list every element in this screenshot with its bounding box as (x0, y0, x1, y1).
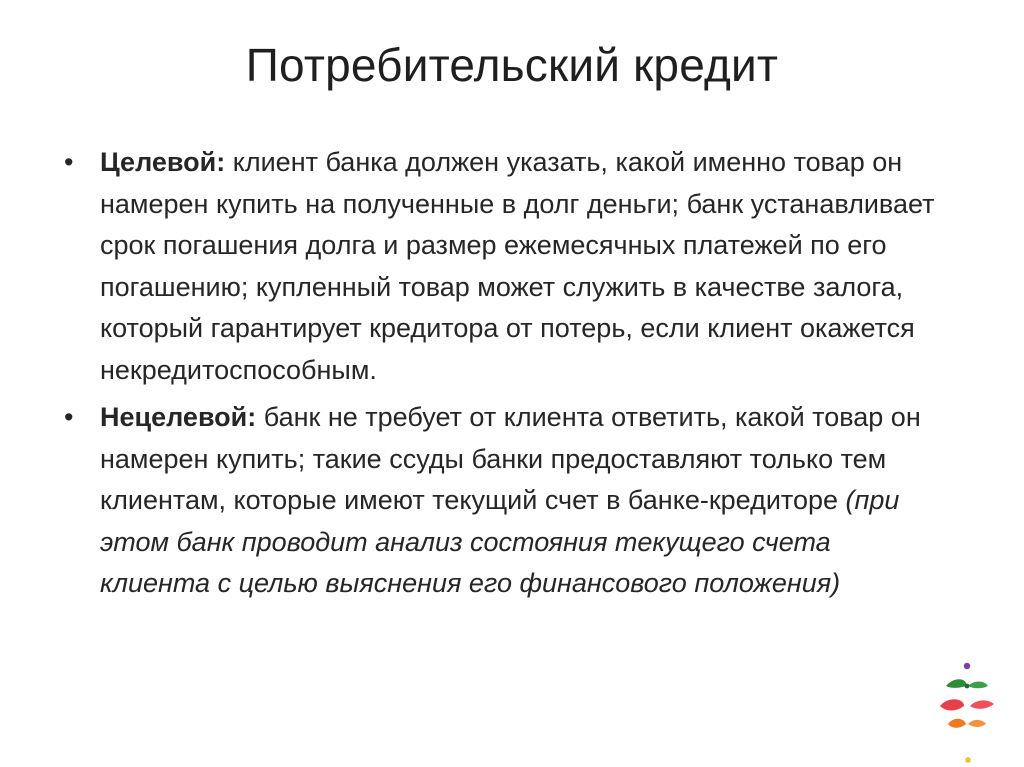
bullet-term: Нецелевой: (100, 402, 257, 432)
bullet-list (64, 142, 944, 611)
bullet-marker: • (64, 147, 74, 177)
logo-dot-center (965, 684, 970, 689)
logo-leaf-red-right (970, 700, 994, 708)
bullet-untargeted-credit (64, 397, 944, 605)
logo-leaf-orange-right (968, 720, 986, 727)
logo-leaf-orange (948, 719, 966, 728)
slide-title: Потребительский кредит (245, 39, 779, 91)
logo-leaf-red (940, 699, 964, 710)
logo-dot-yellow (965, 757, 971, 763)
bullet-note: (при этом банк проводит анализ состояния текущего счета клиента с целью выяснения его финансового положения) (100, 485, 900, 598)
bullet-term: Целевой: (100, 147, 226, 177)
bullet-text: банк не требует от клиента ответить, какой товар он намерен купить; такие ссуды банки предоставляют только тем клиентам, которые имеют текущий счет в банке-кредиторе (100, 402, 921, 515)
bullet-targeted-credit (64, 142, 944, 391)
logo-leaf-green (946, 679, 966, 688)
logo-dot-purple (964, 663, 970, 669)
bullet-text: клиент банка должен указать, какой именно товар он намерен купить на полученные в долг деньги; банк устанавливает срок погашения долга и размер ежемесячных платежей по его погашению; купленный товар может служить в качестве залога, который гарантирует кредитора от потерь, если клиент окажется некредитоспособным. (100, 147, 935, 385)
logo-leaf-green-right (968, 682, 988, 689)
decorative-logo-icon (930, 658, 1000, 764)
bullet-marker: • (64, 402, 74, 432)
